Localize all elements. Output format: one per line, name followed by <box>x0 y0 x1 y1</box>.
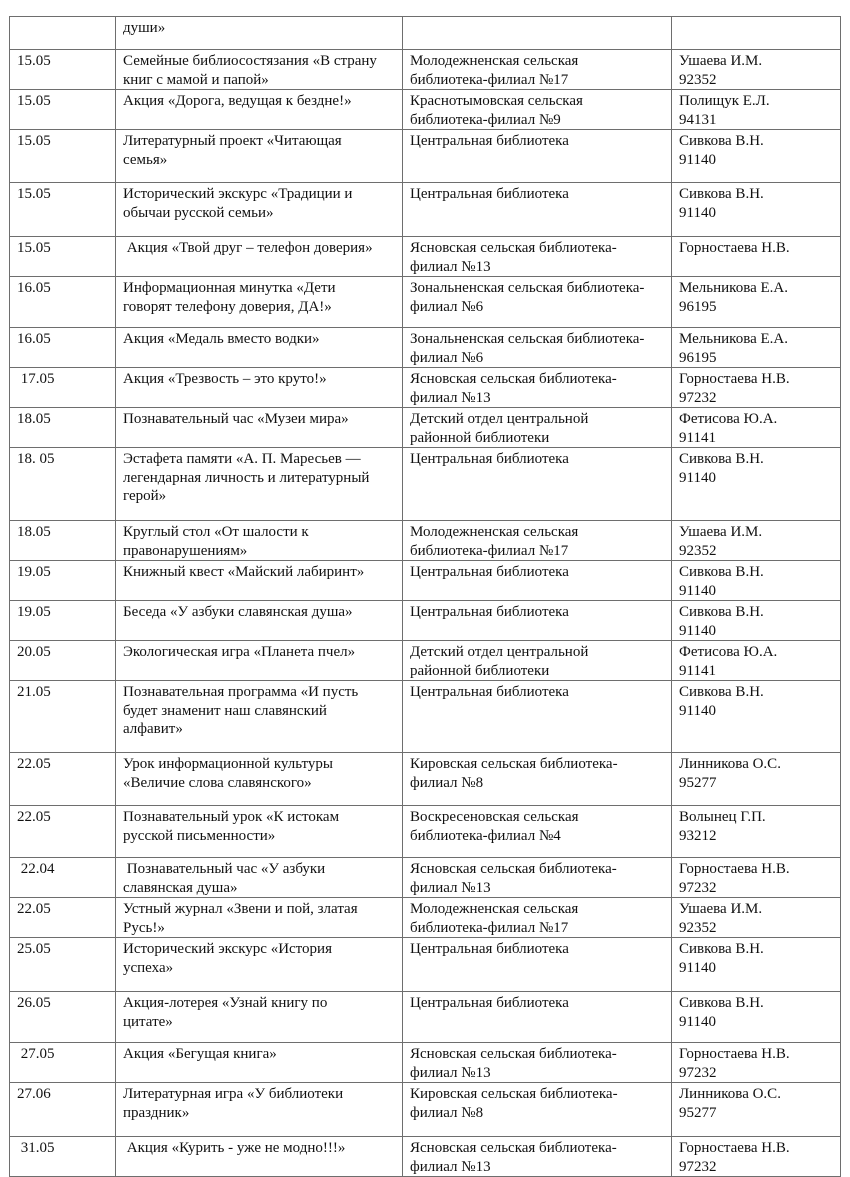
responsible-line: Сивкова В.Н. <box>679 186 764 202</box>
event-cell <box>116 17 403 50</box>
table-row <box>10 90 841 130</box>
event-line: Познавательный час «Музеи мира» <box>123 411 349 427</box>
responsible-line: 96195 <box>679 349 717 366</box>
responsible-line: Мельникова Е.А. <box>679 331 788 347</box>
event-line: Исторический экскурс «История <box>123 941 332 957</box>
date-cell <box>10 992 116 1043</box>
place-cell <box>403 328 672 368</box>
responsible-cell <box>672 858 841 898</box>
place-cell <box>403 601 672 641</box>
place-line: Центральная библиотека <box>410 186 569 202</box>
responsible-line: 95277 <box>679 1104 717 1121</box>
responsible-line: 95277 <box>679 774 717 791</box>
event-line: Познавательная программа «И пусть <box>123 684 359 700</box>
date-cell <box>10 130 116 183</box>
responsible-cell <box>672 806 841 858</box>
event-line: Урок информационной культуры <box>123 756 333 772</box>
table-row <box>10 408 841 448</box>
date-text: 15.05 <box>17 186 51 202</box>
event-cell <box>116 448 403 521</box>
place-line: Детский отдел центральной <box>410 411 589 427</box>
responsible-cell <box>672 328 841 368</box>
place-line: Молодежненская сельская <box>410 524 579 540</box>
event-cell <box>116 681 403 753</box>
date-cell <box>10 806 116 858</box>
place-cell <box>403 130 672 183</box>
responsible-line: Линникова О.С. <box>679 756 781 772</box>
table-row <box>10 753 841 806</box>
event-line: Литературная игра «У библиотеки <box>123 1086 344 1102</box>
responsible-line: 91140 <box>679 204 716 221</box>
place-cell <box>403 17 672 50</box>
responsible-cell <box>672 561 841 601</box>
place-cell <box>403 938 672 992</box>
date-cell <box>10 601 116 641</box>
place-cell <box>403 368 672 408</box>
place-line: Центральная библиотека <box>410 133 569 149</box>
table-row <box>10 368 841 408</box>
event-line: Акция-лотерея «Узнай книгу по <box>123 995 328 1011</box>
place-cell <box>403 448 672 521</box>
responsible-cell <box>672 641 841 681</box>
date-cell <box>10 753 116 806</box>
place-line: районной библиотеки <box>410 662 550 679</box>
place-line: Центральная библиотека <box>410 995 569 1011</box>
date-cell <box>10 17 116 50</box>
event-line: книг с мамой и папой» <box>123 71 269 88</box>
table-row <box>10 17 841 50</box>
responsible-cell <box>672 601 841 641</box>
table-row <box>10 50 841 90</box>
table-row <box>10 938 841 992</box>
responsible-line: Сивкова В.Н. <box>679 133 764 149</box>
table-row <box>10 806 841 858</box>
place-cell <box>403 521 672 561</box>
date-text: 26.05 <box>17 995 51 1011</box>
date-text: 27.06 <box>17 1086 51 1102</box>
place-cell <box>403 898 672 938</box>
responsible-line: Полищук Е.Л. <box>679 93 770 109</box>
event-cell <box>116 1083 403 1137</box>
responsible-line: Волынец Г.П. <box>679 809 766 825</box>
table-row <box>10 130 841 183</box>
responsible-cell <box>672 277 841 328</box>
event-line: Круглый стол «От шалости к <box>123 524 309 540</box>
date-cell <box>10 90 116 130</box>
event-line: Акция «Дорога, ведущая к бездне!» <box>123 93 352 109</box>
date-cell <box>10 641 116 681</box>
responsible-line: 91140 <box>679 469 716 486</box>
responsible-cell <box>672 408 841 448</box>
place-line: филиал №8 <box>410 774 484 791</box>
event-line: легендарная личность и литературный <box>123 469 370 486</box>
table-row <box>10 601 841 641</box>
event-line: славянская душа» <box>123 879 238 896</box>
event-cell <box>116 858 403 898</box>
responsible-line: Сивкова В.Н. <box>679 995 764 1011</box>
responsible-cell <box>672 898 841 938</box>
date-cell <box>10 938 116 992</box>
date-text: 15.05 <box>17 53 51 69</box>
date-text: 25.05 <box>17 941 51 957</box>
place-line: Зональненская сельская библиотека- <box>410 280 645 296</box>
place-line: Зональненская сельская библиотека- <box>410 331 645 347</box>
table-row <box>10 992 841 1043</box>
date-text: 15.05 <box>17 240 51 256</box>
event-cell <box>116 561 403 601</box>
date-cell <box>10 277 116 328</box>
responsible-line: 97232 <box>679 879 717 896</box>
responsible-cell <box>672 17 841 50</box>
table-row <box>10 277 841 328</box>
responsible-line: 97232 <box>679 389 717 406</box>
date-cell <box>10 521 116 561</box>
table-row <box>10 448 841 521</box>
responsible-line: Сивкова В.Н. <box>679 941 764 957</box>
event-cell <box>116 992 403 1043</box>
place-cell <box>403 1083 672 1137</box>
responsible-line: Сивкова В.Н. <box>679 684 764 700</box>
place-cell <box>403 277 672 328</box>
place-cell <box>403 50 672 90</box>
table-body <box>10 17 841 1177</box>
date-cell <box>10 448 116 521</box>
place-line: Ясновская сельская библиотека- <box>410 371 617 387</box>
place-line: Кировская сельская библиотека- <box>410 756 618 772</box>
place-line: библиотека-филиал №17 <box>410 71 569 88</box>
place-line: Ясновская сельская библиотека- <box>410 861 617 877</box>
table-row <box>10 237 841 277</box>
date-text: 27.05 <box>17 1046 55 1062</box>
event-line: Акция «Медаль вместо водки» <box>123 331 320 347</box>
responsible-line: 93212 <box>679 827 717 844</box>
date-text: 22.05 <box>17 809 51 825</box>
event-cell <box>116 408 403 448</box>
place-line: Центральная библиотека <box>410 941 569 957</box>
responsible-line: Ушаева И.М. <box>679 524 763 540</box>
responsible-line: Сивкова В.Н. <box>679 451 764 467</box>
event-line: правонарушениям» <box>123 542 248 559</box>
event-line: Книжный квест «Майский лабиринт» <box>123 564 365 580</box>
place-line: библиотека-филиал №17 <box>410 542 569 559</box>
responsible-cell <box>672 681 841 753</box>
event-cell <box>116 898 403 938</box>
table-row <box>10 521 841 561</box>
date-text: 17.05 <box>17 371 55 387</box>
responsible-line: 91140 <box>679 151 716 168</box>
event-cell <box>116 183 403 237</box>
date-text: 21.05 <box>17 684 51 700</box>
responsible-line: Фетисова Ю.А. <box>679 411 778 427</box>
date-text: 18. 05 <box>17 451 55 467</box>
place-cell <box>403 753 672 806</box>
event-line: Акция «Твой друг – телефон доверия» <box>123 240 373 256</box>
event-line: души» <box>123 20 166 36</box>
responsible-line: Сивкова В.Н. <box>679 604 764 620</box>
date-text: 19.05 <box>17 604 51 620</box>
place-cell <box>403 806 672 858</box>
event-line: Познавательный час «У азбуки <box>123 861 326 877</box>
event-line: герой» <box>123 488 167 504</box>
responsible-cell <box>672 130 841 183</box>
place-cell <box>403 1043 672 1083</box>
event-cell <box>116 50 403 90</box>
event-line: Познавательный урок «К истокам <box>123 809 340 825</box>
event-cell <box>116 641 403 681</box>
responsible-cell <box>672 448 841 521</box>
responsible-cell <box>672 938 841 992</box>
event-line: Беседа «У азбуки славянская душа» <box>123 604 353 620</box>
responsible-cell <box>672 521 841 561</box>
date-text: 16.05 <box>17 280 51 296</box>
responsible-line: 91140 <box>679 702 716 719</box>
event-line: успеха» <box>123 959 174 976</box>
event-cell <box>116 753 403 806</box>
event-line: Акция «Бегущая книга» <box>123 1046 277 1062</box>
responsible-line: 91140 <box>679 622 716 639</box>
date-text: 22.05 <box>17 901 51 917</box>
date-text: 22.05 <box>17 756 51 772</box>
event-line: Экологическая игра «Планета пчел» <box>123 644 356 660</box>
responsible-cell <box>672 368 841 408</box>
date-text: 19.05 <box>17 564 51 580</box>
date-cell <box>10 408 116 448</box>
date-cell <box>10 898 116 938</box>
responsible-cell <box>672 1137 841 1177</box>
place-line: филиал №6 <box>410 298 484 315</box>
place-line: филиал №13 <box>410 879 491 896</box>
date-text: 20.05 <box>17 644 51 660</box>
responsible-line: Ушаева И.М. <box>679 901 763 917</box>
event-line: алфавит» <box>123 721 183 737</box>
event-line: обычаи русской семьи» <box>123 204 274 221</box>
event-line: говорят телефону доверия, ДА!» <box>123 298 332 315</box>
event-cell <box>116 90 403 130</box>
place-line: Краснотымовская сельская <box>410 93 583 109</box>
event-line: Русь!» <box>123 919 165 936</box>
place-cell <box>403 90 672 130</box>
event-cell <box>116 938 403 992</box>
responsible-cell <box>672 992 841 1043</box>
place-cell <box>403 237 672 277</box>
date-cell <box>10 1043 116 1083</box>
responsible-line: 91141 <box>679 429 716 446</box>
responsible-line: Горностаева Н.В. <box>679 861 790 877</box>
place-cell <box>403 992 672 1043</box>
event-line: Литературный проект «Читающая <box>123 133 342 149</box>
table-row <box>10 1043 841 1083</box>
table-row <box>10 561 841 601</box>
event-cell <box>116 328 403 368</box>
table-row <box>10 641 841 681</box>
responsible-line: 97232 <box>679 1158 717 1175</box>
event-line: цитате» <box>123 1013 173 1030</box>
responsible-line: 91140 <box>679 959 716 976</box>
place-cell <box>403 561 672 601</box>
event-line: Устный журнал «Звени и пой, златая <box>123 901 358 917</box>
date-cell <box>10 1083 116 1137</box>
date-text: 18.05 <box>17 524 51 540</box>
place-line: библиотека-филиал №17 <box>410 919 569 936</box>
responsible-line: Горностаева Н.В. <box>679 240 790 256</box>
date-text: 31.05 <box>17 1140 55 1156</box>
event-line: Информационная минутка «Дети <box>123 280 336 296</box>
table-row <box>10 858 841 898</box>
table-row <box>10 328 841 368</box>
responsible-line: 94131 <box>679 111 717 128</box>
date-text: 15.05 <box>17 93 51 109</box>
event-line: «Величие слова славянского» <box>123 774 312 791</box>
event-line: Акция «Курить - уже не модно!!!» <box>123 1140 346 1156</box>
place-cell <box>403 641 672 681</box>
responsible-line: 92352 <box>679 919 717 936</box>
responsible-cell <box>672 183 841 237</box>
table-row <box>10 1083 841 1137</box>
responsible-line: 92352 <box>679 542 717 559</box>
responsible-cell <box>672 1043 841 1083</box>
date-cell <box>10 237 116 277</box>
event-line: русской письменности» <box>123 827 276 844</box>
responsible-line: 92352 <box>679 71 717 88</box>
event-line: семья» <box>123 151 168 168</box>
place-line: Молодежненская сельская <box>410 53 579 69</box>
event-cell <box>116 1137 403 1177</box>
date-cell <box>10 1137 116 1177</box>
event-cell <box>116 1043 403 1083</box>
place-line: Центральная библиотека <box>410 451 569 467</box>
event-cell <box>116 368 403 408</box>
event-cell <box>116 601 403 641</box>
date-text: 15.05 <box>17 133 51 149</box>
event-line: праздник» <box>123 1104 190 1121</box>
event-line: будет знаменит наш славянский <box>123 702 327 719</box>
place-line: Кировская сельская библиотека- <box>410 1086 618 1102</box>
date-cell <box>10 561 116 601</box>
responsible-line: Ушаева И.М. <box>679 53 763 69</box>
place-line: Центральная библиотека <box>410 564 569 580</box>
responsible-line: 91141 <box>679 662 716 679</box>
responsible-cell <box>672 753 841 806</box>
place-line: филиал №13 <box>410 389 491 406</box>
place-line: филиал №13 <box>410 1064 491 1081</box>
responsible-line: 91140 <box>679 582 716 599</box>
place-line: Молодежненская сельская <box>410 901 579 917</box>
event-cell <box>116 130 403 183</box>
event-cell <box>116 237 403 277</box>
date-text: 18.05 <box>17 411 51 427</box>
event-cell <box>116 521 403 561</box>
responsible-line: Сивкова В.Н. <box>679 564 764 580</box>
event-line: Эстафета памяти «А. П. Маресьев — <box>123 451 361 467</box>
event-line: Акция «Трезвость – это круто!» <box>123 371 327 387</box>
responsible-line: Горностаева Н.В. <box>679 371 790 387</box>
place-line: филиал №13 <box>410 258 491 275</box>
table-row <box>10 898 841 938</box>
date-cell <box>10 328 116 368</box>
event-cell <box>116 277 403 328</box>
responsible-line: 97232 <box>679 1064 717 1081</box>
date-cell <box>10 50 116 90</box>
responsible-cell <box>672 1083 841 1137</box>
responsible-cell <box>672 237 841 277</box>
responsible-cell <box>672 90 841 130</box>
place-cell <box>403 183 672 237</box>
place-line: Центральная библиотека <box>410 604 569 620</box>
place-line: филиал №13 <box>410 1158 491 1175</box>
place-line: библиотека-филиал №4 <box>410 827 561 844</box>
date-text: 22.04 <box>17 861 55 877</box>
place-line: Центральная библиотека <box>410 684 569 700</box>
date-cell <box>10 368 116 408</box>
table-row <box>10 183 841 237</box>
responsible-line: Фетисова Ю.А. <box>679 644 778 660</box>
place-line: филиал №6 <box>410 349 484 366</box>
place-line: Ясновская сельская библиотека- <box>410 1046 617 1062</box>
events-schedule-table <box>9 16 841 1177</box>
event-line: Исторический экскурс «Традиции и <box>123 186 353 202</box>
responsible-line: 96195 <box>679 298 717 315</box>
place-line: библиотека-филиал №9 <box>410 111 561 128</box>
responsible-line: Мельникова Е.А. <box>679 280 788 296</box>
date-cell <box>10 183 116 237</box>
place-cell <box>403 681 672 753</box>
responsible-line: Горностаева Н.В. <box>679 1046 790 1062</box>
place-line: Воскресеновская сельская <box>410 809 579 825</box>
place-line: Детский отдел центральной <box>410 644 589 660</box>
event-line: Семейные библиосостязания «В страну <box>123 53 377 69</box>
place-cell <box>403 858 672 898</box>
date-cell <box>10 858 116 898</box>
place-line: районной библиотеки <box>410 429 550 446</box>
event-cell <box>116 806 403 858</box>
responsible-line: 91140 <box>679 1013 716 1030</box>
date-cell <box>10 681 116 753</box>
place-cell <box>403 408 672 448</box>
place-cell <box>403 1137 672 1177</box>
place-line: Ясновская сельская библиотека- <box>410 1140 617 1156</box>
responsible-cell <box>672 50 841 90</box>
place-line: Ясновская сельская библиотека- <box>410 240 617 256</box>
place-line: филиал №8 <box>410 1104 484 1121</box>
date-text: 16.05 <box>17 331 51 347</box>
table-row <box>10 681 841 753</box>
responsible-line: Горностаева Н.В. <box>679 1140 790 1156</box>
table-row <box>10 1137 841 1177</box>
responsible-line: Линникова О.С. <box>679 1086 781 1102</box>
